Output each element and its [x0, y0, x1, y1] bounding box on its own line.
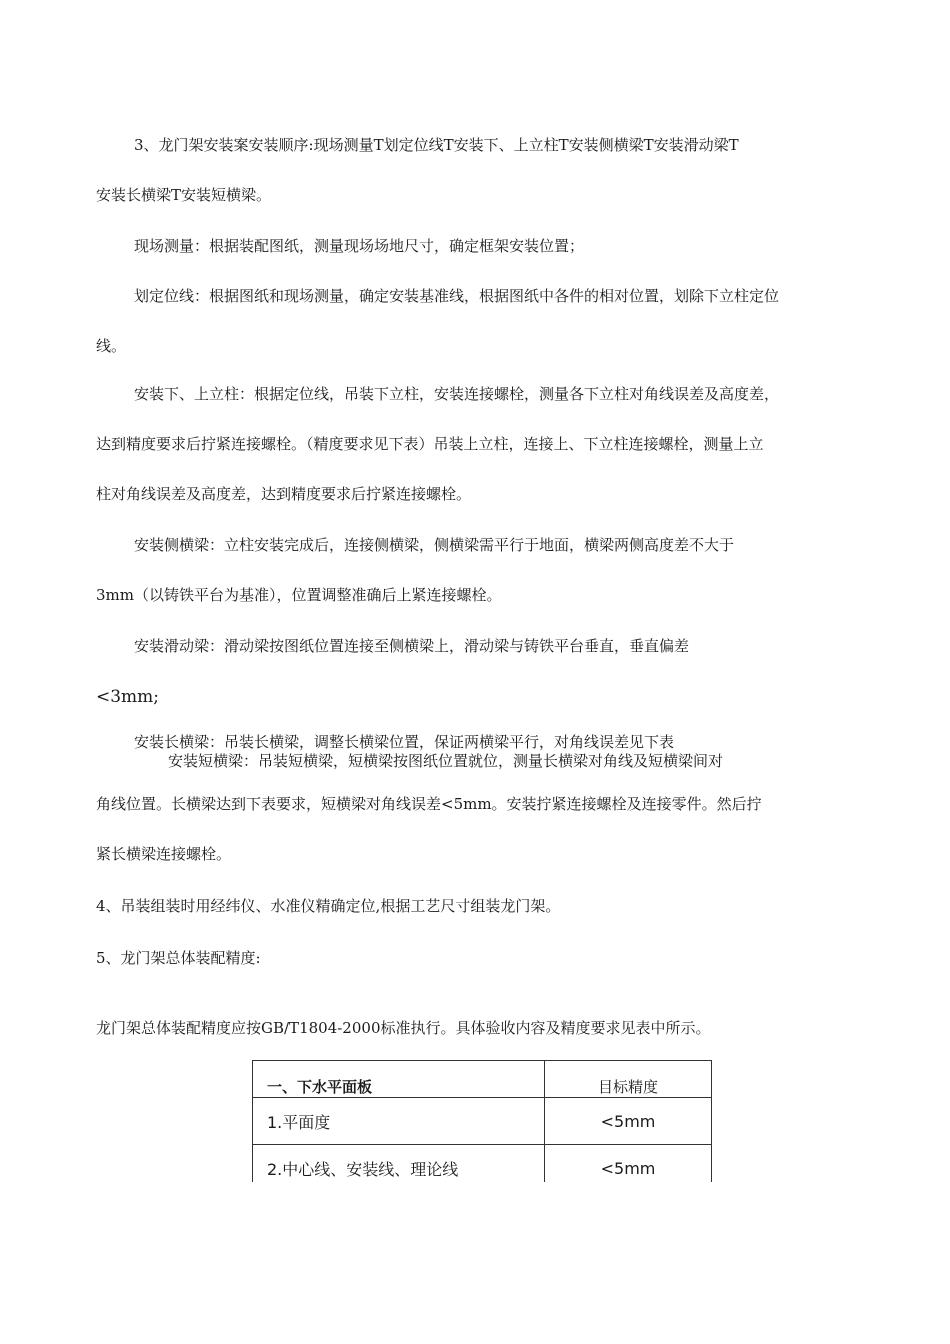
- slide-beam-line-1: 安装滑动梁：滑动梁按图纸位置连接至侧横梁上，滑动梁与铸铁平台垂直，垂直偏差: [134, 637, 690, 655]
- para-4: 4、吊装组装时用经纬仪、水准仪精确定位,根据工艺尺寸组装龙门架。: [96, 897, 561, 915]
- long-beam-line: 安装长横梁：吊装长横梁，调整长横梁位置，保证两横梁平行，对角线误差见下表: [134, 733, 675, 751]
- header-item: 一、下水平面板: [253, 1061, 545, 1098]
- short-beam-line-3: 紧长横梁连接螺栓。: [96, 845, 232, 863]
- row-value: <5mm: [545, 1098, 712, 1145]
- row-item: 2.中心线、安装线、理论线: [253, 1145, 545, 1192]
- measure-text: 现场测量：根据装配图纸，测量现场场地尺寸，确定框架安装位置；: [134, 237, 585, 255]
- para-5-heading: 5、龙门架总体装配精度:: [96, 949, 261, 967]
- para-3-line-2: 安装长横梁T安装短横梁。: [96, 186, 272, 204]
- short-beam-line-1: 安装短横梁：吊装短横梁，短横梁按图纸位置就位，测量长横梁对角线及短横梁间对: [168, 752, 724, 770]
- table-header-row: [253, 1061, 712, 1098]
- precision-table: [252, 1060, 712, 1192]
- mark-line-1: 划定位线：根据图纸和现场测量，确定安装基准线，根据图纸中各件的相对位置，划除下立柱定位: [134, 287, 780, 305]
- mark-line-2: 线。: [96, 337, 127, 355]
- table-row: [253, 1098, 712, 1145]
- row-value: <5mm: [545, 1145, 712, 1192]
- para-3-line-1: 3、龙门架安装案安装顺序:现场测量T划定位线T安装下、上立柱T安装侧横梁T安装滑动梁T: [134, 136, 739, 154]
- para-5-body: 龙门架总体装配精度应按GB/T1804-2000标准执行。具体验收内容及精度要求见表中所示。: [96, 1019, 711, 1037]
- page-cutoff: [240, 1182, 740, 1222]
- header-target: 目标精度: [545, 1061, 712, 1098]
- slide-beam-line-2: <3mm;: [96, 687, 160, 707]
- column-line-1: 安装下、上立柱：根据定位线，吊装下立柱，安装连接螺栓，测量各下立柱对角线误差及高度差，: [134, 385, 780, 403]
- column-line-3: 柱对角线误差及高度差，达到精度要求后拧紧连接螺栓。: [96, 485, 472, 503]
- side-beam-line-1: 安装侧横梁：立柱安装完成后，连接侧横梁，侧横梁需平行于地面，横梁两侧高度差不大于: [134, 536, 735, 554]
- short-beam-line-2: 角线位置。长横梁达到下表要求，短横梁对角线误差<5mm。安装拧紧连接螺栓及连接零件。然后拧: [96, 795, 762, 813]
- row-item: 1.平面度: [253, 1098, 545, 1145]
- side-beam-line-2: 3mm（以铸铁平台为基准），位置调整准确后上紧连接螺栓。: [96, 586, 502, 604]
- column-line-2: 达到精度要求后拧紧连接螺栓。（精度要求见下表）吊装上立柱，连接上、下立柱连接螺栓，测量上立: [96, 435, 764, 453]
